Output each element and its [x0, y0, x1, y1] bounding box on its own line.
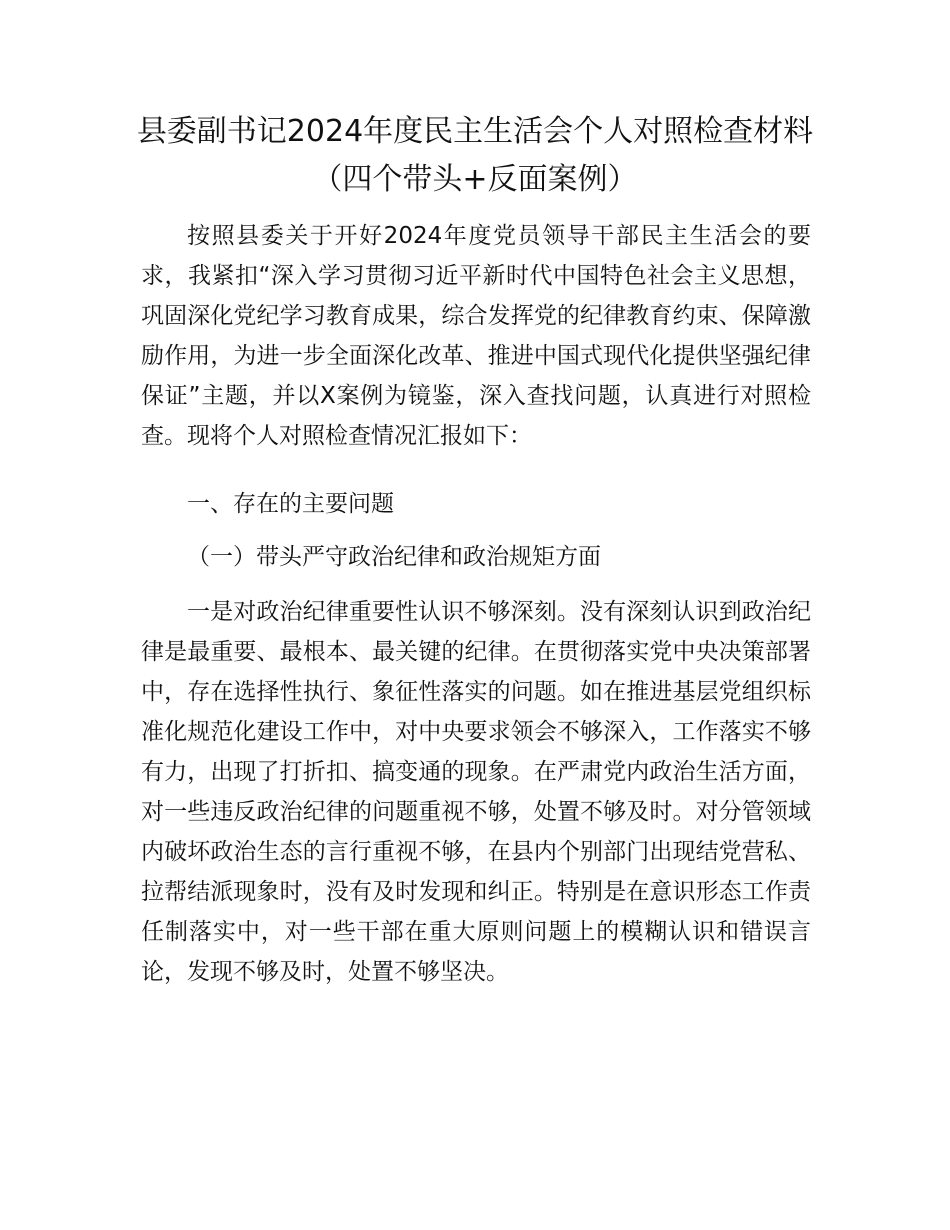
subsection-heading: （一）带头严守政治纪律和政治规矩方面	[187, 544, 601, 570]
intro-paragraph: 按照县委关于开好2024年度党员领导干部民主生活会的要求，我紧扣“深入学习贯彻习近平新时代中国特色社会主义思想，巩固深化党纪学习教育成果，综合发挥党的纪律教育约束、保障激励作用，为进一步全面深化改革、推进中国式现代化提供坚强纪律保证”主题，并以X案例为镜鉴，深入查找问题，认真进行对照检查。现将个人对照检查情况汇报如下：	[141, 223, 811, 449]
document-title: 县委副书记2024年度民主生活会个人对照检查材料（四个带头+反面案例）	[136, 114, 814, 197]
content-paragraph: 一是对政治纪律重要性认识不够深刻。没有深刻认识到政治纪律是最重要、最根本、最关键的纪律。在贯彻落实党中央决策部署中，存在选择性执行、象征性落实的问题。如在推进基层党组织标准化规范化建设工作中，对中央要求领会不够深入，工作落实不够有力，出现了打折扣、搞变通的现象。在严肃党内政治生活方面，对一些违反政治纪律的问题重视不够，处置不够及时。对分管领域内破坏政治生态的言行重视不够，在县内个别部门出现结党营私、拉帮结派现象时，没有及时发现和纠正。特别是在意识形态工作责任制落实中，对一些干部在重大原则问题上的模糊认识和错误言论，发现不够及时，处置不够坚决。	[141, 599, 811, 985]
section-heading: 一、存在的主要问题	[187, 491, 394, 517]
